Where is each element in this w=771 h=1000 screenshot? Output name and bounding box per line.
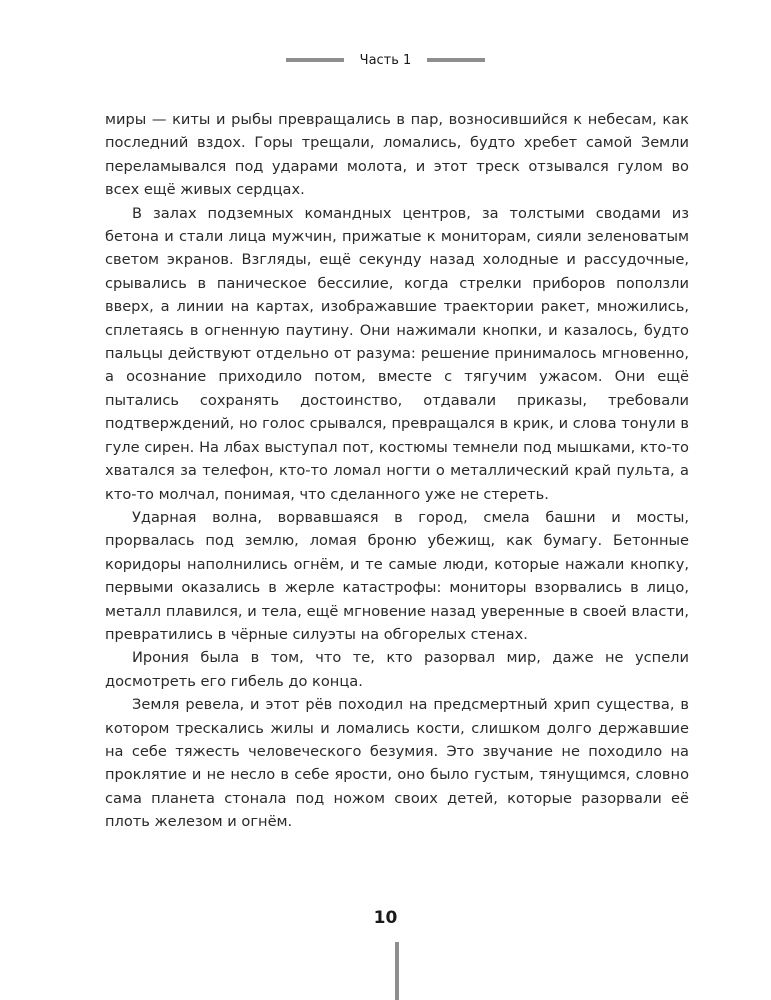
running-header — [0, 48, 771, 72]
paragraph-continued: миры — киты и рыбы превращались в пар, возносившийся к небесам, как последний вздох. Горы трещали, ломались, будто хребет самой Земли переламывался под ударами молота, и этот треск отзывался гулом во всех ещё живых сердцах. — [105, 111, 689, 199]
paragraph: Ударная волна, ворвавшаяся в город, смела башни и мосты, прорвалась под землю, ломая броню убежищ, как бумагу. Бетонные коридоры наполнились огнём, и те самые люди, которые нажали кнопку, первыми оказались в жерле катастрофы: мониторы взорвались в лицо, металл плавился, и тела, ещё мгновение назад уверенные в своей власти, превратились в чёрные силуэты на обгорелых стенах. — [105, 508, 689, 643]
paragraph: Земля ревела, и этот рёв походил на предсмертный хрип существа, в котором трескались жилы и ломались кости, слишком долго державшие на себе тяжесть человеческого безумия. Это звучание не походило на проклятие и не несло в себе ярости, оно было густым, тянущимся, словно сама планета стонала под ножом своих детей, которые разорвали её плоть железом и огнём. — [105, 696, 689, 831]
body-text — [105, 108, 689, 834]
page-number: 10 — [373, 908, 398, 928]
paragraph: В залах подземных командных центров, за толстыми сводами из бетона и стали лица мужчин, прижатые к мониторам, сияли зеленоватым светом экранов. Взгляды, ещё секунду назад холодные и рассудочные, срывались в паническое бессилие, когда стрелки приборов поползли вверх, а линии на картах, изображавшие траектории ракет, множились, сплетаясь в огненную паутину. Они нажимали кнопки, и казалось, будто пальцы действуют отдельно от разума: решение принималось мгновенно, а осознание приходило потом, вместе с тягучим ужасом. Они ещё пытались сохранять достоинство, отдавали приказы, требовали подтверждений, но голос срывался, превращался в крик, и слова тонули в гуле сирен. На лбах выступал пот, костюмы темнели под мышками, кто-то хватался за телефон, кто-то ломал ногти о металлический край пульта, а кто-то молчал, понимая, что сделанного уже не стереть. — [105, 204, 689, 503]
header-rule-right — [427, 58, 485, 62]
header-rule-left — [286, 58, 344, 62]
chapter-title: Часть 1 — [359, 52, 412, 68]
paragraph: Ирония была в том, что те, кто разорвал мир, даже не успели досмотреть его гибель до конца. — [105, 649, 689, 690]
footer-rule — [395, 942, 399, 1000]
